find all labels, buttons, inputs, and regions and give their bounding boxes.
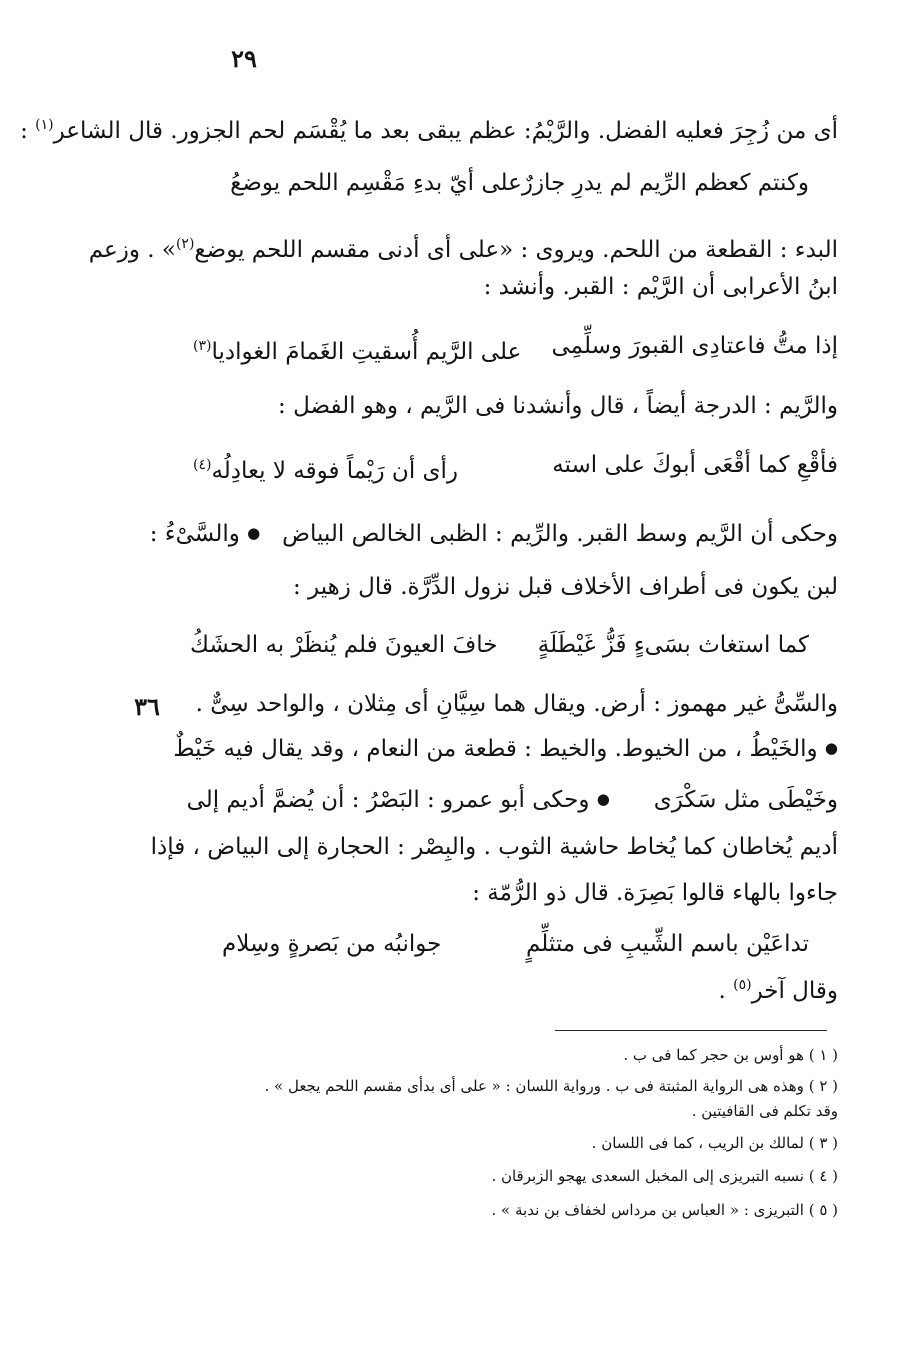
footnote-number: ( ١ ) bbox=[808, 1046, 838, 1064]
verse-hemistich-first: تداعَيْن باسم الشِّيبِ فى متثلِّمٍ bbox=[526, 931, 809, 957]
text-segment: : bbox=[20, 118, 36, 144]
text-line-9 bbox=[186, 782, 838, 817]
text-segment: والخَيْطُ ، من الخيوط. والخيط : قطعة من النعام ، وقد يقال فيه خَيْطٌ bbox=[173, 736, 818, 762]
footnote-1 bbox=[623, 1043, 838, 1067]
text-segment: والسَّىْءُ : bbox=[149, 521, 240, 547]
text-line-7: والسِّىُّ غير مهموز : أرض. ويقال هما سِيَّانِ أى مِثلان ، والواحد سِىٌّ . bbox=[195, 691, 838, 717]
footnote-2 bbox=[264, 1074, 838, 1098]
verse-2 bbox=[193, 328, 838, 370]
text-line-3: ابنُ الأعرابى أن الرَّيْم : القبر. وأنشد : bbox=[483, 274, 838, 300]
verse-hemistich-second: على الرَّيم أُسقيتِ الغَمامَ الغواديا bbox=[211, 339, 522, 365]
text-line-5 bbox=[149, 516, 838, 551]
verse-hemistich-second: جوانبُه من بَصرةٍ وسِلام bbox=[221, 931, 442, 957]
footnote-text: نسبه التبريزى إلى المخبل السعدى يهجو الزبرقان . bbox=[491, 1167, 804, 1185]
text-line-11: جاءوا بالهاء قالوا بَصِرَة. قال ذو الرُّمّة : bbox=[472, 880, 838, 906]
entry-bullet: ● bbox=[824, 739, 838, 757]
text-line-2 bbox=[88, 227, 838, 267]
verse-4 bbox=[190, 627, 809, 663]
verse-hemistich-first: كما استغاث بسَىءٍ فَزُّ غَيْطَلَةٍ bbox=[537, 632, 809, 658]
footnote-ref-3: (٣) bbox=[193, 338, 212, 354]
text-line-10: أديم يُخاطان كما يُخاط حاشية الثوب . والبِصْر : الحجارة إلى البياض ، فإذا bbox=[150, 834, 838, 860]
verse-hemistich-first: فأقْعِ كما أقْعَى أبوكَ على استه bbox=[552, 452, 838, 478]
verse-hemistich-second-wrap bbox=[193, 328, 536, 370]
text-line-1 bbox=[20, 108, 838, 148]
verse-hemistich-second: خافَ العيونَ فلم يُنظَرْ به الحشَكُ bbox=[189, 632, 498, 658]
footnote-text: وقد تكلم فى القافيتين . bbox=[691, 1102, 838, 1120]
verse-hemistich-second: على أيّ بدءِ مَقْسِم اللحم يوضعُ bbox=[230, 170, 522, 196]
footnote-4 bbox=[491, 1164, 838, 1188]
margin-number: ٣٦ bbox=[134, 692, 160, 721]
footnote-2-continued bbox=[692, 1099, 838, 1123]
footnote-ref-2: (٢) bbox=[175, 236, 195, 252]
footnote-ref-5: (٥) bbox=[733, 977, 752, 993]
verse-1 bbox=[230, 165, 809, 201]
verse-hemistich-first: إذا متُّ فاعتادِى القبورَ وسلِّمِى bbox=[551, 333, 838, 359]
footnote-3 bbox=[592, 1131, 838, 1155]
footnote-ref-1: (١) bbox=[35, 117, 54, 133]
footnote-text: التبريزى : « العباس بن مرداس لخفاف بن ندبة » . bbox=[491, 1201, 804, 1219]
text-segment: وحكى أبو عمرو : البَصْرُ : أن يُضمَّ أديم إلى bbox=[186, 787, 590, 813]
text-segment: البدء : القطعة من اللحم. ويروى : «على أى أدنى مقسم اللحم يوضع bbox=[194, 237, 838, 263]
text-line-12 bbox=[718, 968, 838, 1008]
verse-hemistich-second-wrap bbox=[193, 447, 505, 489]
footnote-number: ( ٢ ) bbox=[808, 1077, 838, 1095]
entry-bullet: ● bbox=[247, 524, 261, 542]
verse-3 bbox=[193, 447, 838, 489]
footnote-5 bbox=[492, 1198, 838, 1222]
footnote-text: هو أوس بن حجر كما فى ب . bbox=[623, 1046, 804, 1064]
text-segment: » . وزعم bbox=[88, 237, 176, 263]
text-line-8 bbox=[173, 731, 838, 766]
entry-bullet: ● bbox=[596, 790, 610, 808]
text-segment: . bbox=[718, 978, 734, 1004]
footnote-text: لمالك بن الريب ، كما فى اللسان . bbox=[591, 1134, 804, 1152]
verse-5 bbox=[222, 926, 809, 962]
footnote-number: ( ٣ ) bbox=[808, 1134, 838, 1152]
footnote-divider bbox=[555, 1030, 827, 1031]
footnote-text: وهذه هى الرواية المثبتة فى ب . ورواية اللسان : « على أى بدأى مقسم اللحم يجعل » . bbox=[264, 1077, 804, 1095]
text-line-6: لبن يكون فى أطراف الأخلاف قبل نزول الدِّرَّة. قال زهير : bbox=[292, 574, 838, 600]
text-line-4: والرَّيم : الدرجة أيضاً ، قال وأنشدنا فى الرَّيم ، وهو الفضل : bbox=[278, 393, 838, 419]
page-number: ٢٩ bbox=[231, 44, 257, 73]
text-segment: أى من زُجِرَ فعليه الفضل. والرَّيْمُ: عظم يبقى بعد ما يُقْسَم لحم الجزور. قال الشاعر bbox=[53, 118, 838, 144]
footnote-ref-4: (٤) bbox=[193, 457, 212, 473]
footnote-number: ( ٥ ) bbox=[808, 1201, 838, 1219]
verse-hemistich-second: رأى أن رَيْماً فوقه لا يعادِلُه bbox=[211, 458, 459, 484]
text-segment: وخَيْطَى مثل سَكْرَى bbox=[653, 787, 838, 813]
text-segment: وقال آخر bbox=[751, 978, 838, 1004]
text-segment: وحكى أن الرَّيم وسط القبر. والرِّيم : الظبى الخالص البياض bbox=[282, 521, 838, 547]
verse-hemistich-first: وكنتم كعظم الرِّيم لم يدرِ جازرٌ bbox=[521, 170, 809, 196]
footnote-number: ( ٤ ) bbox=[808, 1167, 838, 1185]
